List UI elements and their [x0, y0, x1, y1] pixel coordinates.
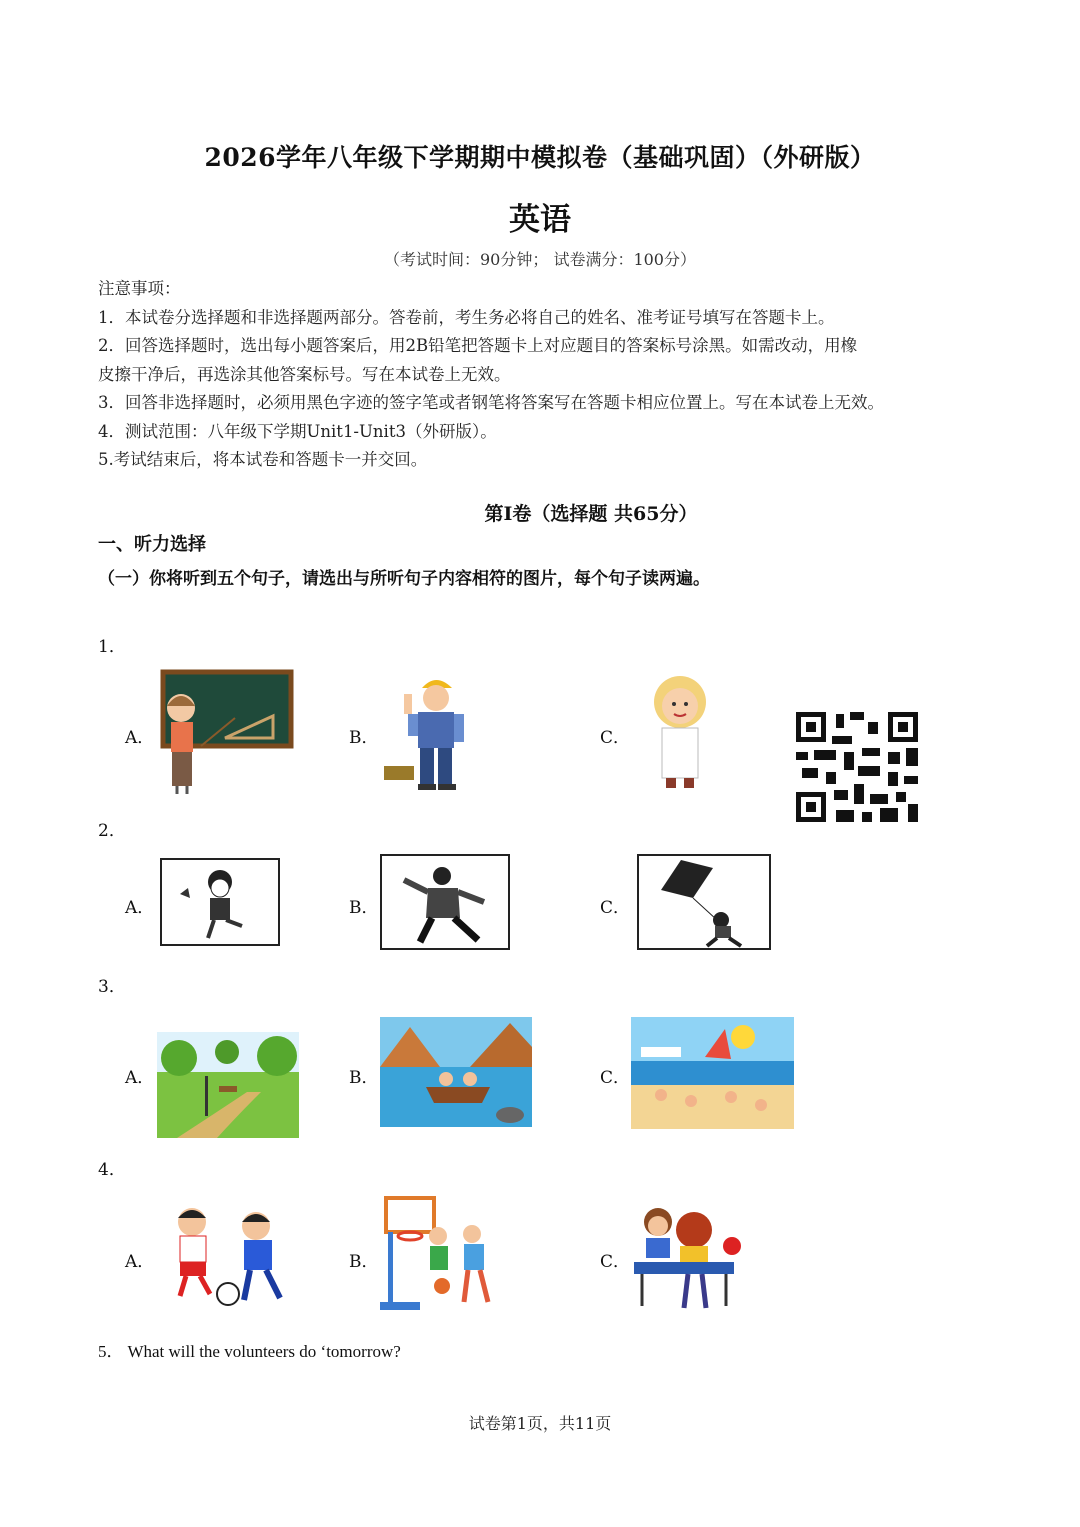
question-text: What will the volunteers do ‘tomorrow? [127, 1342, 401, 1361]
park-image [157, 1032, 299, 1138]
notes-heading: 注意事项： [98, 279, 181, 298]
question-number: 3． [98, 977, 126, 997]
option-label: A． [125, 728, 155, 748]
exam-info: （考试时间：90分钟； 试卷满分：100分） [384, 250, 696, 269]
option-label: B． [349, 1068, 379, 1088]
beach-image [631, 1017, 794, 1129]
question-number: 1． [98, 637, 126, 657]
qr-code [796, 712, 918, 822]
option-label: C． [600, 728, 631, 748]
worker-image [378, 668, 478, 798]
note-item: 皮擦干净后，再选涂其他答案标号。写在本试卷上无效。 [98, 364, 511, 384]
question-number: 2． [98, 821, 126, 841]
option-label: B． [349, 728, 379, 748]
page-footer: 试卷第1页，共11页 [468, 1414, 612, 1433]
taichi-image [380, 854, 510, 950]
question-number: 4． [98, 1160, 126, 1180]
option-label: B． [349, 1252, 379, 1272]
note-item: 3．回答非选择题时，必须用黑色字迹的签字笔或者钢笔将答案写在答题卡相应位置上。写在本试卷上无效。 [98, 393, 884, 412]
question-number: 5． [98, 1342, 124, 1361]
exam-title: 2026学年八年级下学期期中模拟卷（基础巩固）（外研版） [204, 143, 876, 172]
note-item: 5.考试结束后，将本试卷和答题卡一并交回。 [98, 450, 428, 469]
doctor-image [640, 668, 720, 798]
football-image [160, 1200, 302, 1310]
kite-image [637, 854, 771, 950]
boating-image [380, 1017, 532, 1127]
basketball-image [380, 1196, 504, 1310]
option-label: C． [600, 1068, 631, 1088]
teacher-blackboard-image [155, 668, 295, 798]
question-5 [98, 1337, 401, 1362]
option-label: C． [600, 898, 631, 918]
note-item: 4．测试范围：八年级下学期Unit1-Unit3（外研版）。 [98, 421, 497, 441]
option-label: A． [125, 898, 155, 918]
part-title: 一、听力选择 [98, 534, 206, 555]
instruction: （一）你将听到五个句子，请选出与所听句子内容相符的图片，每个句子读两遍。 [98, 569, 710, 589]
note-item: 1．本试卷分选择题和非选择题两部分。答卷前，考生务必将自己的姓名、准考证号填写在答题卡上。 [98, 307, 835, 327]
option-label: C． [600, 1252, 631, 1272]
option-label: B． [349, 898, 379, 918]
subject-title: 英语 [509, 202, 571, 238]
table-tennis-image [632, 1200, 744, 1312]
option-label: A． [125, 1252, 155, 1272]
boy-shuttlecock-image [160, 858, 280, 946]
option-label: A． [125, 1068, 155, 1088]
section-title: 第Ⅰ卷（选择题 共65分） [484, 503, 698, 525]
notes-block [98, 275, 998, 475]
note-item: 2．回答选择题时，选出每小题答案后，用2B铅笔把答题卡上对应题目的答案标号涂黑。如需改动，用橡 [98, 336, 858, 355]
